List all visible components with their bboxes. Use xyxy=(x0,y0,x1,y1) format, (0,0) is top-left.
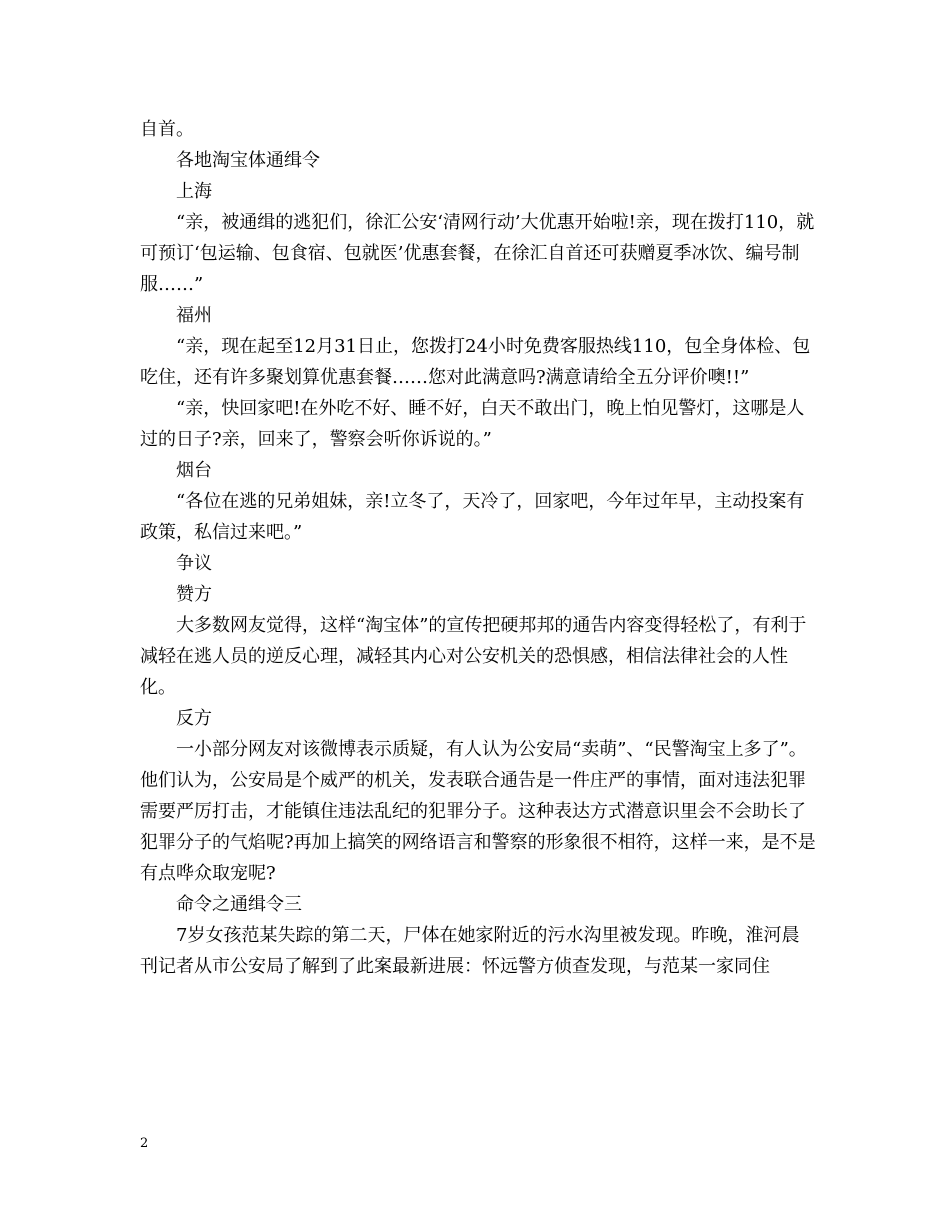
page-number: 2 xyxy=(140,1136,149,1151)
city-heading-fuzhou: 福州 xyxy=(176,305,212,326)
section-heading-wanted-notices: 各地淘宝体通缉令 xyxy=(176,150,320,171)
paragraph-continuation: 自首。 xyxy=(140,119,194,140)
section-heading-controversy: 争议 xyxy=(176,553,212,574)
city-heading-shanghai: 上海 xyxy=(176,181,212,202)
section-heading-wanted-three: 命令之通缉令三 xyxy=(176,894,302,915)
paragraph-fuzhou-quote-1: “亲，现在起至12月31日止，您拨打24小时免费客服热线110，包全身体检、包吃住，还有许多聚划算优惠套餐……您对此满意吗?满意请给全五分评价噢!!” xyxy=(140,336,811,388)
subheading-supporters: 赞方 xyxy=(176,584,212,605)
city-heading-yantai: 烟台 xyxy=(176,460,212,481)
paragraph-case-report: 7岁女孩范某失踪的第二天，尸体在她家附近的污水沟里被发现。昨晚，淮河晨刊记者从市公安局了解到了此案最新进展：怀远警方侦查发现，与范某一家同住 xyxy=(140,925,800,977)
document-body xyxy=(140,114,816,982)
paragraph-shanghai-quote: “亲，被通缉的逃犯们，徐汇公安‘清网行动’大优惠开始啦!亲，现在拨打110，就可预订‘包运输、包食宿、包就医’优惠套餐，在徐汇自首还可获赠夏季冰饮、编号制服……” xyxy=(140,212,815,295)
paragraph-opponents: 一小部分网友对该微博表示质疑，有人认为公安局“卖萌”、“民警淘宝上多了”。他们认为，公安局是个威严的机关，发表联合通告是一件庄严的事情，面对违法犯罪需要严厉打击，才能镇住违法乱纪的犯罪分子。这种表达方式潜意识里会不会助长了犯罪分子的气焰呢?再加上搞笑的网络语言和警察的形象很不相符，这样一来，是不是有点哗众取宠呢? xyxy=(140,739,816,884)
paragraph-yantai-quote: “各位在逃的兄弟姐妹，亲!立冬了，天冷了，回家吧，今年过年早，主动投案有政策，私信过来吧。” xyxy=(140,491,805,543)
paragraph-supporters: 大多数网友觉得，这样“淘宝体”的宣传把硬邦邦的通告内容变得轻松了，有利于减轻在逃人员的逆反心理，减轻其内心对公安机关的恐惧感，相信法律社会的人性化。 xyxy=(140,615,807,698)
paragraph-fuzhou-quote-2: “亲，快回家吧!在外吃不好、睡不好，白天不敢出门，晚上怕见警灯，这哪是人过的日子?亲，回来了，警察会听你诉说的。” xyxy=(140,398,805,450)
subheading-opponents: 反方 xyxy=(176,708,212,729)
